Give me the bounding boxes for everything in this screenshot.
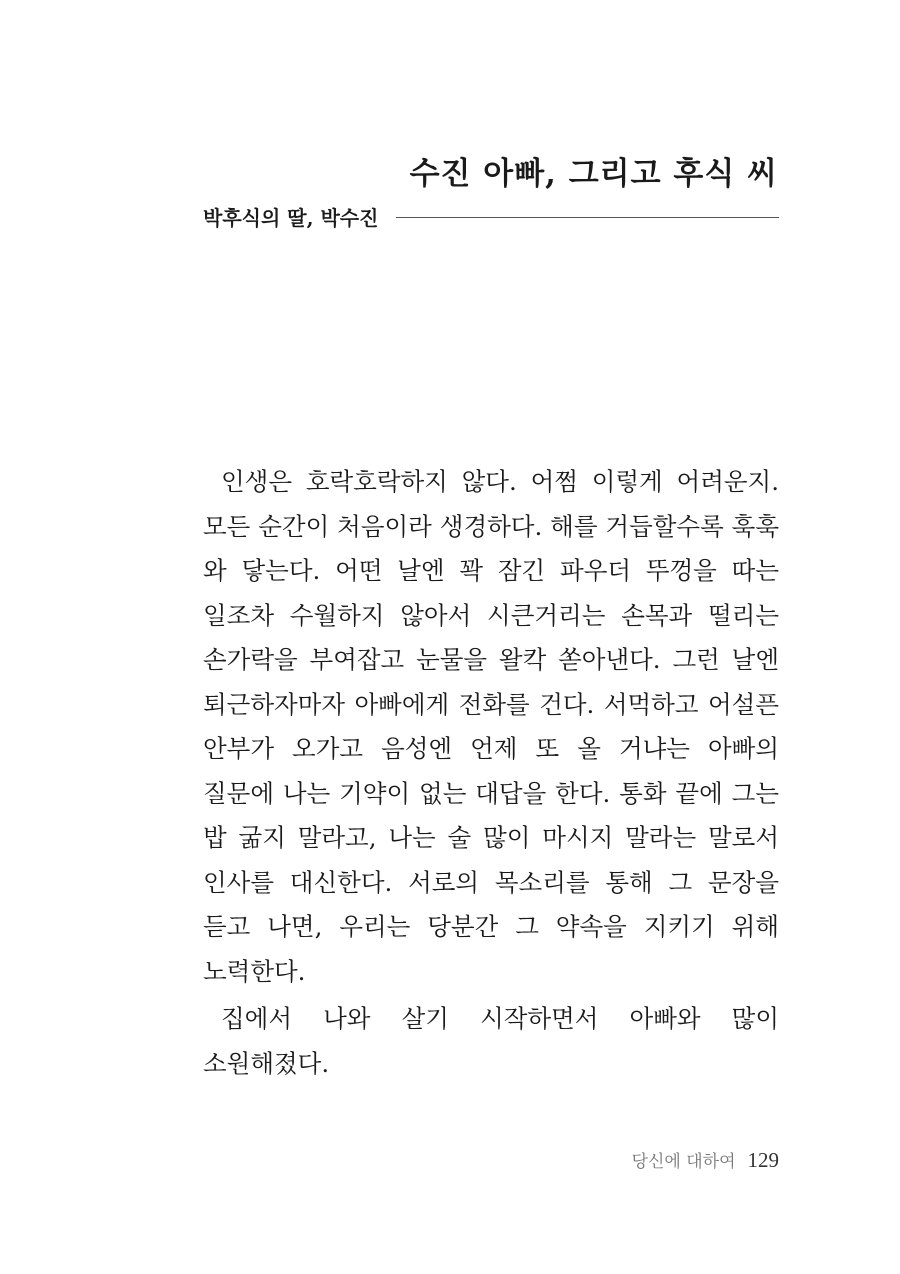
page-number: 129 [747,1148,779,1172]
body-paragraph-2: 집에서 나와 살기 시작하면서 아빠와 많이 소원해졌다. [203,1004,779,1078]
byline-rule [396,217,779,218]
chapter-title: 수진 아빠, 그리고 후식 씨 [409,156,778,192]
page-footer [632,1147,779,1173]
running-head: 당신에 대하여 [631,1152,736,1172]
body-paragraph-1: 인생은 호락호락하지 않다. 어쩜 이렇게 어려운지. 모든 순간이 처음이라 생경하다. 해를 거듭할수록 훅훅 와 닿는다. 어떤 날엔 꽉 잠긴 파우더 뚜껑을 따는 일조차 수월하지 않아서 시큰거리는 손목과 떨리는 손가락을 부여잡고 눈물을 왈칵 쏟아낸다. 그런 날엔 퇴근하자마자 아빠에게 전화를 건다. 서먹하고 어설픈 안부가 오가고 음성엔 언제 또 올 거냐는 아빠의 질문에 나는 기약이 없는 대답을 한다. 통화 끝에 그는 밥 굶지 말라고, 나는 술 많이 마시지 말라는 말로서 인사를 대신한다. 서로의 목소리를 통해 그 문장을 듣고 나면, 우리는 당분간 그 약속을 지키기 위해 노력한다. [203,467,779,986]
byline: 박후식의 딸, 박수진 [203,206,379,230]
byline-row [203,202,779,231]
